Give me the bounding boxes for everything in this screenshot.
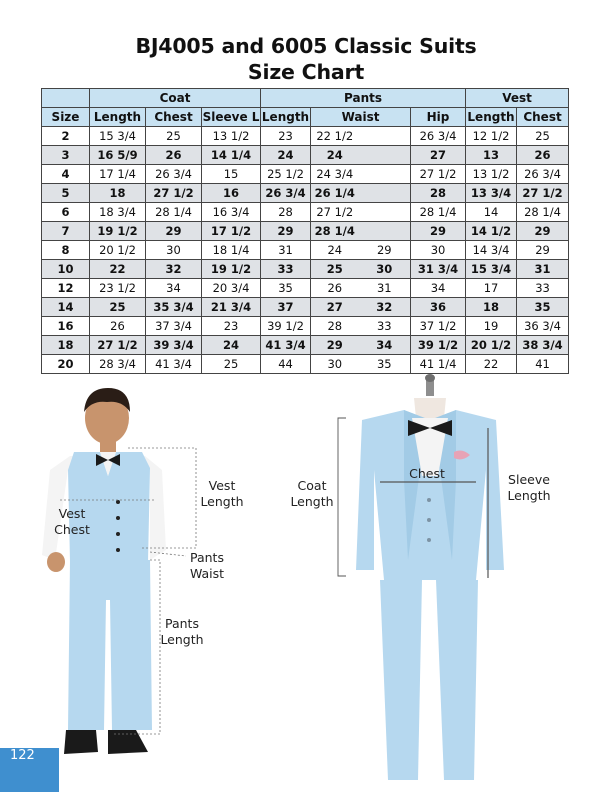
table-cell: 13 1/2 [466, 165, 517, 184]
cell-size: 3 [42, 146, 90, 165]
table-cell: 19 1/2 [202, 260, 261, 279]
table-cell: 39 1/2 [261, 317, 311, 336]
table-cell: 16 [202, 184, 261, 203]
table-cell: 28 1/4 [146, 203, 202, 222]
table-cell: 27 1/2 [90, 336, 146, 355]
table-cell: 37 3/4 [146, 317, 202, 336]
table-cell: 23 [261, 127, 311, 146]
table-cell: 41 3/4 [146, 355, 202, 374]
group-vest: Vest [466, 89, 569, 108]
col-pants-length: Length [261, 108, 311, 127]
table-cell: 25 [517, 127, 569, 146]
table-cell: 35 [517, 298, 569, 317]
table-cell: 22 [466, 355, 517, 374]
table-cell: 17 1/4 [90, 165, 146, 184]
col-vest-chest: Chest [517, 108, 569, 127]
table-cell: 17 [466, 279, 517, 298]
table-cell: 24 [261, 146, 311, 165]
cell-size: 2 [42, 127, 90, 146]
cell-size: 18 [42, 336, 90, 355]
col-pants-hip: Hip [411, 108, 466, 127]
table-cell: 24 [311, 241, 359, 260]
table-cell: 28 3/4 [90, 355, 146, 374]
table-cell: 19 1/2 [90, 222, 146, 241]
table-cell: 18 3/4 [90, 203, 146, 222]
table-cell: 26 3/4 [146, 165, 202, 184]
table-cell: 37 [261, 298, 311, 317]
table-cell: 23 [202, 317, 261, 336]
table-cell: 26 3/4 [261, 184, 311, 203]
table-cell: 30 [359, 260, 411, 279]
table-cell: 30 [411, 241, 466, 260]
table-cell: 29 [517, 222, 569, 241]
table-cell: 35 3/4 [146, 298, 202, 317]
table-cell: 28 [311, 317, 359, 336]
table-cell: 24 [202, 336, 261, 355]
cell-size: 12 [42, 279, 90, 298]
table-cell: 35 [261, 279, 311, 298]
label-pants-length: Pants Length [160, 616, 204, 647]
cell-size: 6 [42, 203, 90, 222]
table-cell: 28 1/4 [311, 222, 359, 241]
table-cell: 32 [359, 298, 411, 317]
table-cell: 31 [517, 260, 569, 279]
table-cell: 32 [146, 260, 202, 279]
cell-size: 5 [42, 184, 90, 203]
table-cell: 15 3/4 [90, 127, 146, 146]
cell-size: 14 [42, 298, 90, 317]
table-cell: 39 3/4 [146, 336, 202, 355]
col-coat-length: Length [90, 108, 146, 127]
table-cell: 29 [311, 336, 359, 355]
group-coat: Coat [90, 89, 261, 108]
col-coat-sleeve: Sleeve L [202, 108, 261, 127]
table-cell: 14 1/2 [466, 222, 517, 241]
table-cell: 29 [517, 241, 569, 260]
table-cell: 20 3/4 [202, 279, 261, 298]
table-cell: 12 1/2 [466, 127, 517, 146]
table-cell: 14 1/4 [202, 146, 261, 165]
table-cell: 28 1/4 [411, 203, 466, 222]
label-sleeve-length: Sleeve Length [507, 472, 551, 503]
table-cell: 28 1/4 [517, 203, 569, 222]
table-cell: 33 [261, 260, 311, 279]
table-cell: 16 5/9 [90, 146, 146, 165]
label-chest: Chest [409, 466, 445, 481]
col-pants-waist: Waist [311, 108, 411, 127]
table-cell: 28 [411, 184, 466, 203]
table-cell: 17 1/2 [202, 222, 261, 241]
page-number: 122 [10, 748, 35, 763]
table-cell: 30 [146, 241, 202, 260]
table-cell: 39 1/2 [411, 336, 466, 355]
table-cell: 19 [466, 317, 517, 336]
table-cell: 13 1/2 [202, 127, 261, 146]
table-cell: 27 [311, 298, 359, 317]
table-cell: 15 [202, 165, 261, 184]
group-pants: Pants [261, 89, 466, 108]
table-cell: 27 [411, 146, 466, 165]
cell-size: 16 [42, 317, 90, 336]
table-cell: 26 3/4 [411, 127, 466, 146]
page-number-badge [0, 748, 59, 792]
page-subtitle: Size Chart [247, 60, 365, 84]
table-cell: 35 [359, 355, 411, 374]
table-cell: 25 [202, 355, 261, 374]
table-cell: 36 3/4 [517, 317, 569, 336]
table-cell: 13 3/4 [466, 184, 517, 203]
table-cell: 22 1/2 [311, 127, 359, 146]
table-cell: 25 [311, 260, 359, 279]
table-cell: 25 [90, 298, 146, 317]
col-size: Size [42, 108, 90, 127]
table-cell: 18 1/4 [202, 241, 261, 260]
table-cell: 24 3/4 [311, 165, 359, 184]
table-cell: 22 [90, 260, 146, 279]
table-cell: 27 1/2 [146, 184, 202, 203]
table-cell: 37 1/2 [411, 317, 466, 336]
table-cell: 26 1/4 [311, 184, 359, 203]
col-coat-chest: Chest [146, 108, 202, 127]
table-cell: 41 1/4 [411, 355, 466, 374]
label-pants-waist: Pants Waist [189, 550, 225, 581]
table-cell: 20 1/2 [90, 241, 146, 260]
table-cell: 18 [90, 184, 146, 203]
table-cell: 29 [146, 222, 202, 241]
table-cell: 14 3/4 [466, 241, 517, 260]
table-cell: 33 [359, 317, 411, 336]
label-vest-length: Vest Length [200, 478, 244, 509]
table-cell: 14 [466, 203, 517, 222]
table-cell: 36 [411, 298, 466, 317]
table-cell: 41 [517, 355, 569, 374]
table-cell: 26 [311, 279, 359, 298]
cell-size: 7 [42, 222, 90, 241]
table-cell: 34 [146, 279, 202, 298]
table-cell: 25 [146, 127, 202, 146]
table-cell: 41 3/4 [261, 336, 311, 355]
label-vest-chest: Vest Chest [54, 506, 90, 537]
table-cell: 21 3/4 [202, 298, 261, 317]
table-cell: 27 1/2 [517, 184, 569, 203]
table-cell: 33 [517, 279, 569, 298]
table-cell: 29 [411, 222, 466, 241]
table-cell: 26 3/4 [517, 165, 569, 184]
table-cell: 18 [466, 298, 517, 317]
table-cell: 24 [311, 146, 359, 165]
table-cell: 38 3/4 [517, 336, 569, 355]
table-cell: 26 [517, 146, 569, 165]
table-cell: 30 [311, 355, 359, 374]
table-cell: 15 3/4 [466, 260, 517, 279]
table-cell: 20 1/2 [466, 336, 517, 355]
table-cell: 26 [146, 146, 202, 165]
table-cell: 29 [261, 222, 311, 241]
table-cell: 26 [90, 317, 146, 336]
table-cell: 31 [359, 279, 411, 298]
table-cell: 34 [411, 279, 466, 298]
table-cell: 28 [261, 203, 311, 222]
cell-size: 10 [42, 260, 90, 279]
table-cell: 29 [359, 241, 411, 260]
table-cell: 31 3/4 [411, 260, 466, 279]
table-cell: 27 1/2 [411, 165, 466, 184]
page-title: BJ4005 and 6005 Classic Suits [135, 34, 477, 58]
table-cell: 25 1/2 [261, 165, 311, 184]
table-cell: 13 [466, 146, 517, 165]
suit-figure [356, 374, 504, 780]
table-cell: 44 [261, 355, 311, 374]
table-cell: 23 1/2 [90, 279, 146, 298]
table-cell: 27 1/2 [311, 203, 359, 222]
table-cell: 16 3/4 [202, 203, 261, 222]
boy-figure [42, 388, 166, 754]
cell-size: 20 [42, 355, 90, 374]
table-cell: 31 [261, 241, 311, 260]
cell-size: 8 [42, 241, 90, 260]
col-vest-length: Length [466, 108, 517, 127]
table-cell: 34 [359, 336, 411, 355]
cell-size: 4 [42, 165, 90, 184]
label-coat-length: Coat Length [290, 478, 334, 509]
